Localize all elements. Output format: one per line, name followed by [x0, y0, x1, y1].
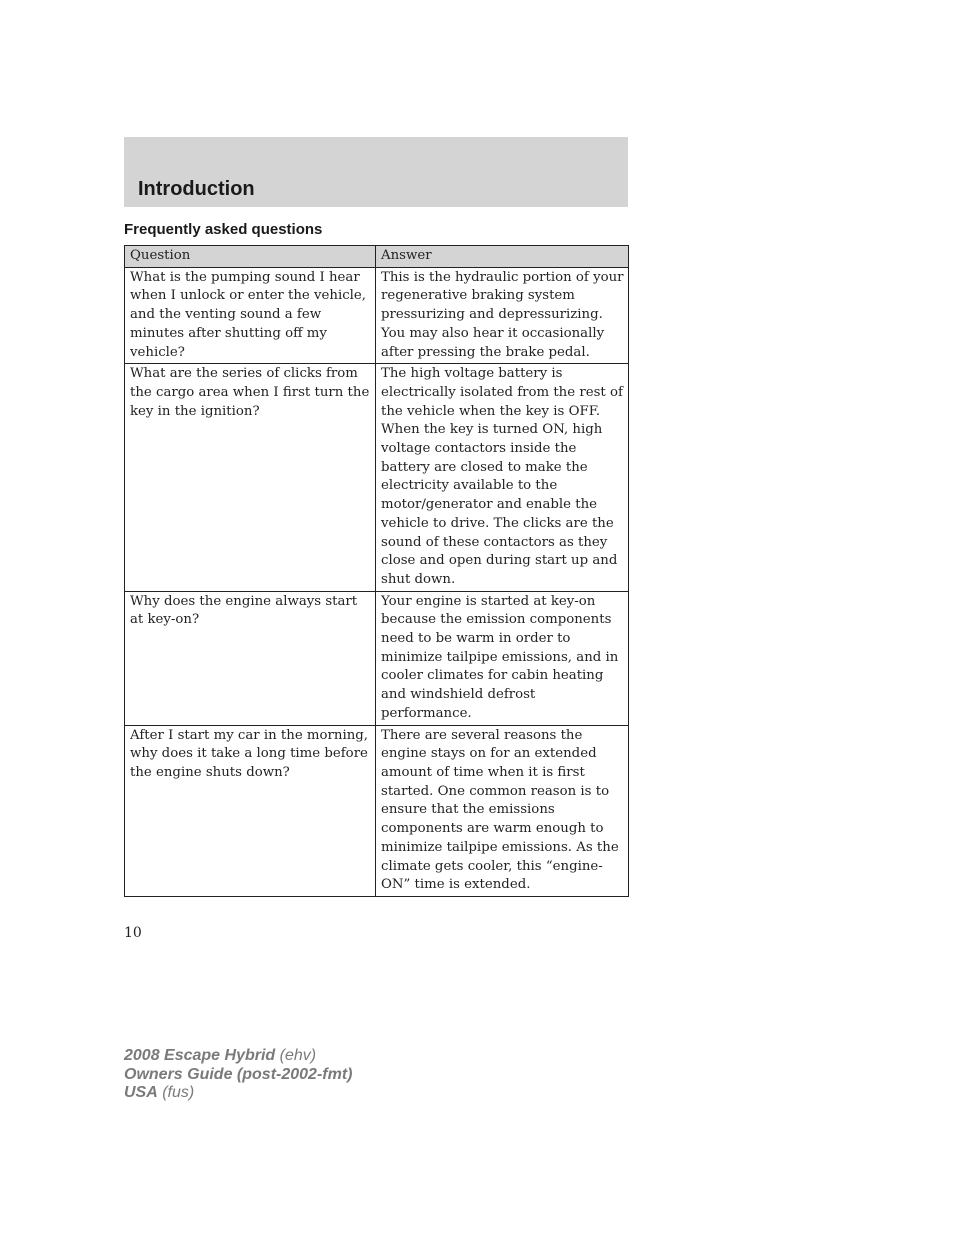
footer-model-code: (ehv) — [275, 1047, 317, 1064]
section-title: Frequently asked questions — [124, 221, 323, 238]
chapter-title: Introduction — [138, 178, 255, 200]
question-cell: After I start my car in the morning, why does it take a long time before the engine shuts down? — [125, 725, 376, 896]
table-row — [125, 725, 629, 896]
table-header-row — [125, 246, 629, 268]
column-header-question: Question — [125, 246, 376, 268]
table-row — [125, 591, 629, 725]
answer-cell: The high voltage battery is electrically isolated from the rest of the vehicle when the key is OFF. When the key is turned ON, high voltage contactors inside the battery are closed to make the electricity available to the motor/generator and enable the vehicle to drive. The clicks are the sound of these contactors as they close and open during start up and shut down. — [376, 364, 629, 591]
question-cell: What are the series of clicks from the cargo area when I first turn the key in the ignition? — [125, 364, 376, 591]
question-cell: What is the pumping sound I hear when I unlock or enter the vehicle, and the venting sound a few minutes after shutting off my vehicle? — [125, 267, 376, 364]
chapter-header-band — [124, 137, 628, 207]
footer-market-name: USA — [124, 1084, 158, 1101]
footer-line-market — [124, 1084, 352, 1103]
table-row — [125, 364, 629, 591]
faq-table — [124, 245, 629, 897]
footer-model-name: 2008 Escape Hybrid — [124, 1047, 276, 1064]
answer-cell: Your engine is started at key-on because the emission components need to be warm in order to minimize tailpipe emissions, and in cooler climates for cabin heating and windshield defrost performance. — [376, 591, 629, 725]
footer-market-code: (fus) — [157, 1084, 195, 1101]
page-number: 10 — [124, 925, 142, 941]
question-cell: Why does the engine always start at key-on? — [125, 591, 376, 725]
answer-cell: This is the hydraulic portion of your regenerative braking system pressurizing and depressurizing. You may also hear it occasionally after pressing the brake pedal. — [376, 267, 629, 364]
footer-line-model — [124, 1047, 352, 1066]
answer-cell: There are several reasons the engine stays on for an extended amount of time when it is first started. One common reason is to ensure that the emissions components are warm enough to minimize tailpipe emissions. As the climate gets cooler, this “engine-ON” time is extended. — [376, 725, 629, 896]
table-row — [125, 267, 629, 364]
footer-line-guide: Owners Guide (post-2002-fmt) — [124, 1065, 353, 1083]
document-footer — [124, 1047, 352, 1103]
column-header-answer: Answer — [376, 246, 629, 268]
